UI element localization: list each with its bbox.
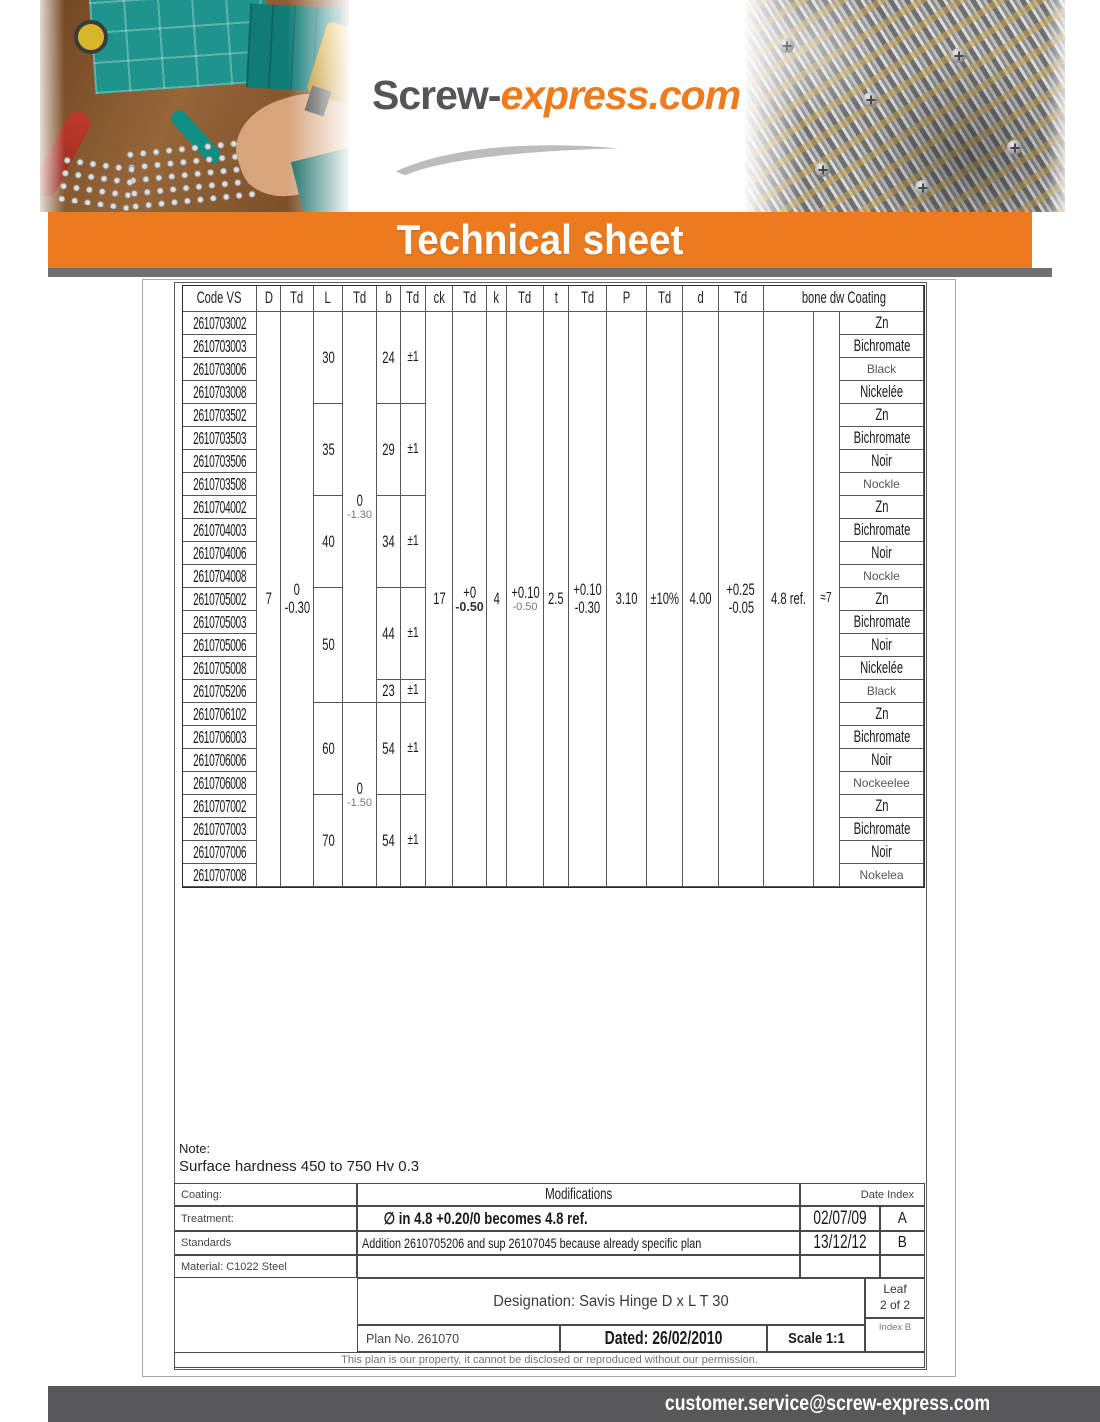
logo-text-screw: Screw- [372, 72, 501, 118]
coating-cell: Bichromate [840, 818, 924, 841]
column-header: Td [569, 286, 607, 312]
date-index-header [800, 1183, 925, 1206]
modification-b-index [880, 1231, 925, 1255]
modification-a-index [880, 1206, 925, 1231]
value-cell: 3.10 [607, 312, 647, 887]
column-header: b [377, 286, 401, 312]
value-cell: 30 [314, 312, 343, 404]
date-value: 13/12/12 [813, 1232, 867, 1253]
modifications-header [357, 1183, 800, 1206]
logo-text-express: express.com [500, 72, 741, 118]
value-cell: +0 -0.50 [453, 312, 487, 887]
coating-cell: Zn [840, 312, 924, 335]
empty-date-cell [800, 1255, 880, 1278]
modifications-title: Modifications [544, 1185, 613, 1203]
value-cell: 2.5 [544, 312, 569, 887]
code-cell: 2610707002 [183, 795, 257, 818]
coating-cell: Zn [840, 703, 924, 726]
index-note-cell [865, 1318, 925, 1352]
value-cell: 34 [377, 496, 401, 588]
note-text: Surface hardness 450 to 750 Hv 0.3 [179, 1158, 420, 1175]
value-cell: 44 [377, 588, 401, 680]
code-cell: 2610706102 [183, 703, 257, 726]
dated-cell [560, 1325, 767, 1352]
hardware-scatter-2 [55, 153, 135, 211]
empty-index-cell [880, 1255, 925, 1278]
coating-cell: Noir [840, 749, 924, 772]
organizer-box [89, 0, 271, 94]
coating-cell: Nickelée [840, 381, 924, 404]
logo-swoosh [392, 134, 622, 179]
value-cell: 0 -1.30 [343, 312, 377, 703]
coating-cell: Zn [840, 404, 924, 427]
treatment-label: Treatment: [181, 1212, 234, 1225]
footer-bar [48, 1386, 1100, 1422]
value-cell: 54 [377, 703, 401, 795]
column-header: L [314, 286, 343, 312]
coating-cell: Nockle [840, 565, 924, 588]
standards-label-cell [174, 1231, 357, 1255]
value-cell: 50 [314, 588, 343, 703]
value-cell: 29 [377, 404, 401, 496]
date-index-title: Date Index [860, 1188, 914, 1201]
hardware-scatter [123, 135, 259, 210]
column-header: t [544, 286, 569, 312]
date-value: 02/07/09 [813, 1207, 867, 1229]
column-header: ck [426, 286, 453, 312]
code-cell: 2610703003 [183, 335, 257, 358]
value-cell: 54 [377, 795, 401, 887]
value-cell: ±1 [401, 404, 426, 496]
coating-cell: Nokelea [840, 864, 924, 887]
modification-a-date [800, 1206, 880, 1231]
value-cell: ±1 [401, 588, 426, 680]
value-cell: 4.00 [683, 312, 719, 887]
code-cell: 2610704003 [183, 519, 257, 542]
scale-value: Scale 1:1 [787, 1330, 845, 1347]
value-cell: 35 [314, 404, 343, 496]
coating-cell: Noir [840, 542, 924, 565]
property-note-cell [174, 1352, 925, 1368]
coating-cell: Noir [840, 634, 924, 657]
value-cell: ±1 [401, 496, 426, 588]
screws-photo [745, 0, 1065, 212]
leaf-label: Leaf [883, 1282, 907, 1297]
screw-head [863, 92, 878, 107]
plan-no-cell [357, 1325, 560, 1352]
value-cell: 7 [257, 312, 281, 887]
divider-strip [48, 268, 1052, 277]
code-cell: 2610703508 [183, 473, 257, 496]
code-cell: 2610707003 [183, 818, 257, 841]
column-header: k [487, 286, 507, 312]
leaf-cell [865, 1278, 925, 1318]
leaf-value: 2 of 2 [879, 1298, 911, 1312]
code-cell: 2610705003 [183, 611, 257, 634]
index-note: Index B [878, 1322, 912, 1333]
note [179, 1141, 419, 1175]
standards-label: Standards [181, 1237, 232, 1249]
coating-label: Coating: [181, 1188, 222, 1201]
coating-cell: Bichromate [840, 726, 924, 749]
code-cell: 2610706008 [183, 772, 257, 795]
modification-b-date [800, 1231, 880, 1255]
code-cell: 2610703502 [183, 404, 257, 427]
value-cell: 24 [377, 312, 401, 404]
code-cell: 2610703008 [183, 381, 257, 404]
dimension-table [182, 285, 925, 888]
column-header: P [607, 286, 647, 312]
screw-head [915, 180, 930, 195]
value-cell: ±10% [647, 312, 683, 887]
code-cell: 2610705006 [183, 634, 257, 657]
coating-cell: Nockeelee [840, 772, 924, 795]
value-cell: 70 [314, 795, 343, 887]
screw-head [779, 38, 794, 53]
screwdriver [168, 107, 224, 167]
coating-cell: Black [840, 680, 924, 703]
value-cell: 60 [314, 703, 343, 795]
tape-measure [74, 20, 108, 54]
workbench-photo [40, 0, 349, 212]
value-cell: 4.8 ref. [764, 312, 814, 887]
value-cell: ±1 [401, 312, 426, 404]
coating-cell: Noir [840, 841, 924, 864]
modification-b-text: Addition 2610705206 and sup 26107045 because already specific plan [362, 1235, 702, 1251]
code-cell: 2610707006 [183, 841, 257, 864]
coating-cell: Noir [840, 450, 924, 473]
property-note: This plan is our property, it cannot be disclosed or reproduced without our permission. [341, 1354, 758, 1366]
coating-cell: Zn [840, 588, 924, 611]
code-cell: 2610706006 [183, 749, 257, 772]
empty-modification-cell [357, 1255, 800, 1278]
code-cell: 2610705008 [183, 657, 257, 680]
hand [224, 79, 349, 210]
code-cell: 2610704008 [183, 565, 257, 588]
banner [48, 212, 1032, 268]
value-cell: +0.10 -0.30 [569, 312, 607, 887]
column-header: D [257, 286, 281, 312]
coating-cell: Zn [840, 496, 924, 519]
code-cell: 2610704002 [183, 496, 257, 519]
code-cell: 2610703503 [183, 427, 257, 450]
code-cell: 2610707008 [183, 864, 257, 887]
coating-cell: Nockle [840, 473, 924, 496]
value-cell: ±1 [401, 703, 426, 795]
coating-cell: Zn [840, 795, 924, 818]
code-cell: 2610703506 [183, 450, 257, 473]
material-label: Material: C1022 Steel [181, 1260, 287, 1273]
column-header: Td [401, 286, 426, 312]
index-value: B [897, 1234, 908, 1251]
screw-head [815, 162, 830, 177]
treatment-label-cell [174, 1206, 357, 1231]
column-header: Td [647, 286, 683, 312]
value-cell: 0 -0.30 [281, 312, 314, 887]
code-cell: 2610705002 [183, 588, 257, 611]
column-header: Td [281, 286, 314, 312]
value-cell: ±1 [401, 680, 426, 703]
code-cell: 2610703002 [183, 312, 257, 335]
red-tool [40, 108, 94, 200]
organizer-box-2 [246, 4, 346, 93]
scale-cell [767, 1325, 865, 1352]
drill-chuck [304, 86, 331, 117]
value-cell: 17 [426, 312, 453, 887]
index-value: A [897, 1209, 908, 1227]
code-cell: 2610706003 [183, 726, 257, 749]
coating-cell: Bichromate [840, 427, 924, 450]
column-header: Td [343, 286, 377, 312]
column-header: Td [719, 286, 764, 312]
code-cell: 2610705206 [183, 680, 257, 703]
modification-a-text: ∅ in 4.8 +0.20/0 becomes 4.8 ref. [383, 1209, 588, 1228]
code-cell: 2610704006 [183, 542, 257, 565]
coating-cell: Bichromate [840, 519, 924, 542]
column-header: bone dw Coating [764, 286, 924, 312]
coating-cell: Nickelée [840, 657, 924, 680]
value-cell: 4 [487, 312, 507, 887]
note-label: Note: [179, 1141, 211, 1156]
value-cell: 40 [314, 496, 343, 588]
column-header: d [683, 286, 719, 312]
modification-row-a [357, 1206, 800, 1231]
value-cell: 23 [377, 680, 401, 703]
plan-no: Plan No. 261070 [366, 1331, 460, 1346]
designation-cell [357, 1278, 865, 1325]
material-label-cell [174, 1255, 357, 1278]
customer-service-email[interactable]: customer.service@screw-express.com [664, 1392, 990, 1415]
column-header: Code VS [183, 286, 257, 312]
code-cell: 2610703006 [183, 358, 257, 381]
value-cell: +0.25 -0.05 [719, 312, 764, 887]
column-header: Td [453, 286, 487, 312]
designation-text: Designation: Savis Hinge D x L T 30 [493, 1292, 729, 1310]
value-cell: ±1 [401, 795, 426, 887]
value-cell: 0 -1.50 [343, 703, 377, 887]
coating-cell: Black [840, 358, 924, 381]
sleeve [291, 140, 349, 212]
screw-head [1007, 140, 1022, 155]
banner-title: Technical sheet [396, 216, 684, 263]
coating-cell: Bichromate [840, 611, 924, 634]
screw-head [951, 48, 966, 63]
logo [372, 72, 740, 119]
column-header: Td [507, 286, 544, 312]
value-cell: ≈7 [814, 312, 840, 887]
coating-cell: Bichromate [840, 335, 924, 358]
coating-label-cell [174, 1183, 357, 1206]
value-cell: +0.10 -0.50 [507, 312, 544, 887]
drill [306, 21, 349, 106]
modification-row-b [357, 1231, 800, 1255]
dated-value: Dated: 26/02/2010 [604, 1328, 723, 1348]
